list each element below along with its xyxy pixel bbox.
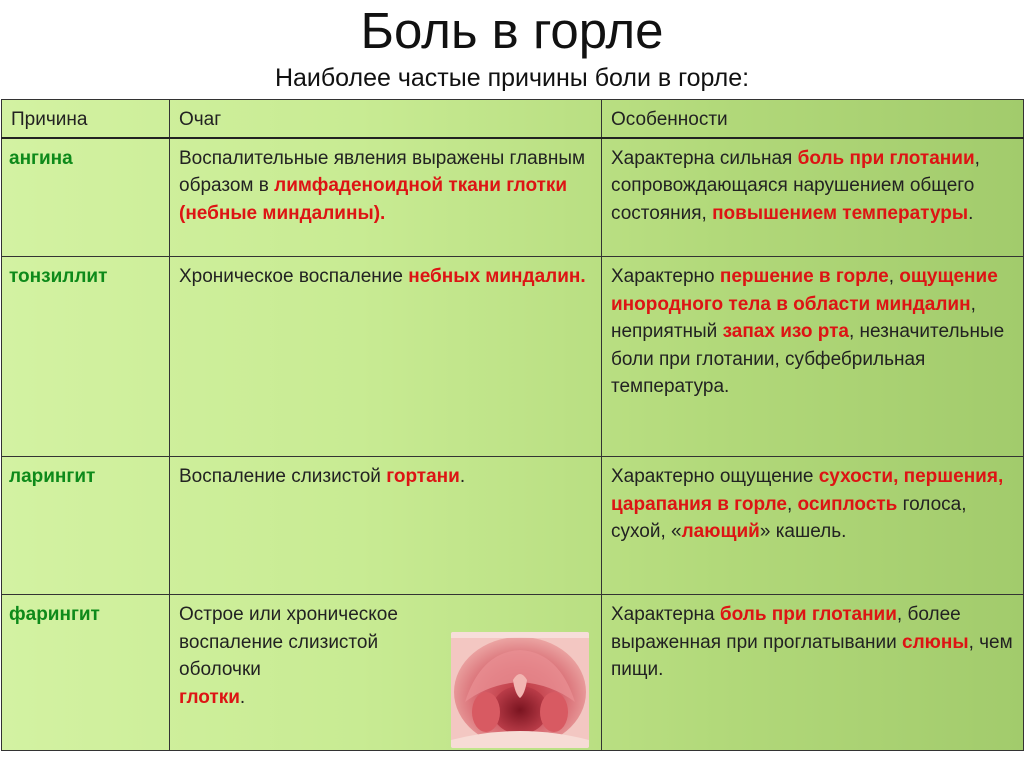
focus-cell: Воспалительные явления выражены главным образом в лимфаденоидной ткани глотки (небные миндалины). xyxy=(170,138,602,257)
page-title: Боль в горле xyxy=(360,2,664,59)
page-subtitle: Наиболее частые причины боли в горле: xyxy=(274,64,750,92)
throat-photo xyxy=(451,632,589,748)
table-header-row xyxy=(2,100,1024,138)
features-cell: Характерно першение в горле, ощущение инородного тела в области миндалин, неприятный запах изо рта, незначительные боли при глотании, субфебрильная температура. xyxy=(602,257,1024,457)
focus-cell: Воспаление слизистой гортани. xyxy=(170,457,602,595)
features-cell: Характерна боль при глотании, более выраженная при проглатывании слюны, чем пищи. xyxy=(602,595,1024,751)
table-row-laryngitis xyxy=(2,457,1024,595)
focus-cell: Острое или хроническое воспаление слизистой оболочки глотки. xyxy=(170,595,602,751)
focus-cell: Хроническое воспаление небных миндалин. xyxy=(170,257,602,457)
features-cell: Характерно ощущение сухости, першения, царапания в горле, осиплость голоса, сухой, «лающий» кашель. xyxy=(602,457,1024,595)
header-focus: Очаг xyxy=(170,100,602,138)
header-cause: Причина xyxy=(2,100,170,138)
header-features: Особенности xyxy=(602,100,1024,138)
features-cell: Характерна сильная боль при глотании, сопровождающаяся нарушением общего состояния, повышением температуры. xyxy=(602,138,1024,257)
cause-name: ларингит xyxy=(9,466,96,487)
cause-name: ангина xyxy=(9,147,73,169)
table-row-angina xyxy=(2,138,1024,257)
table-row-tonsillitis xyxy=(2,257,1024,457)
cause-name: тонзиллит xyxy=(9,266,108,287)
cause-name: фарингит xyxy=(9,604,100,625)
